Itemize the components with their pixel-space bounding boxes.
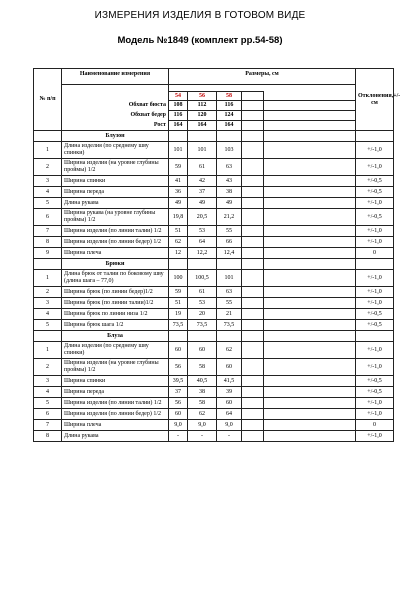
measurement-name: Ширина плеча — [62, 420, 169, 431]
bust-value: 116 — [217, 101, 242, 111]
size-value: 101 — [188, 142, 217, 159]
row-number: 6 — [34, 409, 62, 420]
tolerance-value: +/-1,0 — [356, 409, 394, 420]
measurement-name: Ширина изделия (по линии талии) 1/2 — [62, 398, 169, 409]
row-number: 4 — [34, 187, 62, 198]
size-label: 56 — [188, 92, 217, 101]
size-value: 9,0 — [188, 420, 217, 431]
row-number: 8 — [34, 237, 62, 248]
measurement-name: Ширина изделия (по линии бедер) 1/2 — [62, 237, 169, 248]
size-value: 73,5 — [217, 320, 242, 331]
tolerance-value: +/-1,0 — [356, 142, 394, 159]
size-value: 12,2 — [188, 248, 217, 259]
size-value: - — [217, 431, 242, 442]
tolerance-value: +/-0,5 — [356, 187, 394, 198]
table-row — [34, 270, 394, 287]
measurement-name: Длина рукава — [62, 198, 169, 209]
table-row — [34, 431, 394, 442]
document-title: ИЗМЕРЕНИЯ ИЗДЕЛИЯ В ГОТОВОМ ВИДЕ — [94, 10, 306, 21]
row-number: 7 — [34, 420, 62, 431]
table-row — [34, 198, 394, 209]
size-value: 58 — [188, 359, 217, 376]
size-label: 54 — [169, 92, 188, 101]
height-value: 164 — [188, 121, 217, 131]
size-value: 66 — [217, 237, 242, 248]
measurement-name: Ширина изделия (на уровне глубины проймы) 1/2 — [62, 159, 169, 176]
measurement-name: Ширина переда — [62, 187, 169, 198]
table-row — [34, 287, 394, 298]
hips-value: 116 — [169, 111, 188, 121]
hips-value: 124 — [217, 111, 242, 121]
size-value: 19,8 — [169, 209, 188, 226]
size-value: - — [169, 431, 188, 442]
size-value: 37 — [188, 187, 217, 198]
size-value: 41,5 — [217, 376, 242, 387]
model-title: Модель №1849 (комплект рр.54-58) — [117, 35, 283, 46]
bust-label: Обхват бюста — [128, 102, 166, 108]
tolerance-value: 0 — [356, 420, 394, 431]
tolerance-value: +/-0,5 — [356, 176, 394, 187]
size-value: 40,5 — [188, 376, 217, 387]
size-value: 103 — [217, 142, 242, 159]
size-value: 55 — [217, 298, 242, 309]
bust-value: 108 — [169, 101, 188, 111]
header-tolerance: Отклонения,+/- см — [356, 69, 394, 131]
table-row — [34, 409, 394, 420]
size-value: 51 — [169, 226, 188, 237]
tolerance-value: +/-1,0 — [356, 431, 394, 442]
size-value: 49 — [169, 198, 188, 209]
size-value: 49 — [188, 198, 217, 209]
size-value: 63 — [217, 159, 242, 176]
row-number: 2 — [34, 159, 62, 176]
size-value: 58 — [188, 398, 217, 409]
table-row — [34, 176, 394, 187]
size-value: 38 — [188, 387, 217, 398]
tolerance-value: +/-1,0 — [356, 359, 394, 376]
measurement-name: Ширина изделия (на уровне глубины проймы) 1/2 — [62, 359, 169, 376]
size-value: 9,0 — [217, 420, 242, 431]
tolerance-value: +/-1,0 — [356, 287, 394, 298]
measurement-name: Длина изделия (по среднему шву спинки) — [62, 142, 169, 159]
size-value: 73,5 — [169, 320, 188, 331]
row-number: 4 — [34, 309, 62, 320]
size-value: 20,5 — [188, 209, 217, 226]
measurement-name: Ширина брюк (по линии талии)1/2 — [62, 298, 169, 309]
row-number: 8 — [34, 431, 62, 442]
tolerance-value: +/-1,0 — [356, 398, 394, 409]
height-value: 164 — [169, 121, 188, 131]
tolerance-value: +/-1,0 — [356, 226, 394, 237]
tolerance-value: +/-1,0 — [356, 270, 394, 287]
row-number: 6 — [34, 209, 62, 226]
row-number: 3 — [34, 176, 62, 187]
size-value: 55 — [217, 226, 242, 237]
row-number: 2 — [34, 359, 62, 376]
row-number: 2 — [34, 287, 62, 298]
header-name: Наименование измерения — [62, 69, 169, 85]
size-value: 53 — [188, 226, 217, 237]
size-value: 9,0 — [169, 420, 188, 431]
tolerance-value: +/-1,0 — [356, 198, 394, 209]
section-title: Блуза — [62, 331, 169, 342]
measurement-name: Ширина брюк шага 1/2 — [62, 320, 169, 331]
row-number: 5 — [34, 320, 62, 331]
measurement-name: Ширина переда — [62, 387, 169, 398]
section-title: Брюки — [62, 259, 169, 270]
measurement-name: Ширина изделия (по линии талии) 1/2 — [62, 226, 169, 237]
size-value: 19 — [169, 309, 188, 320]
size-value: 60 — [188, 342, 217, 359]
size-value: 59 — [169, 159, 188, 176]
table-row — [34, 142, 394, 159]
size-value: 21,2 — [217, 209, 242, 226]
measurement-name: Ширина брюк (по линии бедер)1/2 — [62, 287, 169, 298]
table-row — [34, 320, 394, 331]
size-value: 61 — [188, 287, 217, 298]
size-value: 12,4 — [217, 248, 242, 259]
size-value: 60 — [169, 342, 188, 359]
measurement-name: Ширина рукава (на уровне глубины проймы) 1/2 — [62, 209, 169, 226]
size-value: 101 — [217, 270, 242, 287]
hips-value: 120 — [188, 111, 217, 121]
table-row — [34, 309, 394, 320]
tolerance-value: +/-0,5 — [356, 320, 394, 331]
table-row — [34, 376, 394, 387]
table-row — [34, 420, 394, 431]
table-row — [34, 226, 394, 237]
size-value: 63 — [217, 287, 242, 298]
size-value: 64 — [217, 409, 242, 420]
tolerance-value: +/-0,5 — [356, 376, 394, 387]
tolerance-value: +/-1,0 — [356, 237, 394, 248]
table-row — [34, 398, 394, 409]
tolerance-value: +/-1,0 — [356, 298, 394, 309]
measurement-name: Ширина брюк по линии низа 1/2 — [62, 309, 169, 320]
bust-value: 112 — [188, 101, 217, 111]
size-value: 41 — [169, 176, 188, 187]
size-value: 51 — [169, 298, 188, 309]
tolerance-value: 0 — [356, 248, 394, 259]
tolerance-value: +/-1,0 — [356, 159, 394, 176]
row-number: 5 — [34, 398, 62, 409]
measurement-name: Ширина спинки — [62, 376, 169, 387]
measurement-name: Длина изделия (по среднему шву спинки) — [62, 342, 169, 359]
size-label: 58 — [217, 92, 242, 101]
size-value: 101 — [169, 142, 188, 159]
table-row — [34, 359, 394, 376]
measurement-name: Длина брюк от талии по боковому шву (длина шага – 77,0) — [62, 270, 169, 287]
size-value: 64 — [188, 237, 217, 248]
size-value: 49 — [217, 198, 242, 209]
header-num: № п/п — [34, 69, 62, 131]
tolerance-value: +/-0,5 — [356, 387, 394, 398]
measurement-name: Ширина спинки — [62, 176, 169, 187]
row-number: 5 — [34, 198, 62, 209]
size-value: 38 — [217, 187, 242, 198]
row-number: 4 — [34, 387, 62, 398]
tolerance-value: +/-0,5 — [356, 309, 394, 320]
row-number: 3 — [34, 376, 62, 387]
size-value: 62 — [217, 342, 242, 359]
size-value: 39 — [217, 387, 242, 398]
size-value: 56 — [169, 359, 188, 376]
table-row — [34, 387, 394, 398]
row-number: 1 — [34, 270, 62, 287]
table-row — [34, 298, 394, 309]
size-value: 20 — [188, 309, 217, 320]
measurements-table — [33, 68, 400, 442]
table-row — [34, 187, 394, 198]
row-number: 1 — [34, 342, 62, 359]
measurement-name: Длина рукава — [62, 431, 169, 442]
size-value: 21 — [217, 309, 242, 320]
size-value: 62 — [188, 409, 217, 420]
size-value: 100 — [169, 270, 188, 287]
row-number: 1 — [34, 142, 62, 159]
table-row — [34, 237, 394, 248]
section-title: Блузон — [62, 131, 169, 142]
row-number: 9 — [34, 248, 62, 259]
height-value: 164 — [217, 121, 242, 131]
height-label: Рост — [153, 122, 166, 128]
size-value: 42 — [188, 176, 217, 187]
size-value: 73,5 — [188, 320, 217, 331]
measurement-name: Ширина плеча — [62, 248, 169, 259]
size-value: 12 — [169, 248, 188, 259]
size-value: 62 — [169, 237, 188, 248]
size-value: 61 — [188, 159, 217, 176]
size-value: 43 — [217, 176, 242, 187]
table-row — [34, 159, 394, 176]
size-value: 36 — [169, 187, 188, 198]
tolerance-value: +/-0,5 — [356, 209, 394, 226]
row-number: 3 — [34, 298, 62, 309]
size-value: 59 — [169, 287, 188, 298]
table-row — [34, 248, 394, 259]
size-value: 60 — [169, 409, 188, 420]
row-number: 7 — [34, 226, 62, 237]
size-value: 37 — [169, 387, 188, 398]
size-value: 39,5 — [169, 376, 188, 387]
table-row — [34, 209, 394, 226]
hips-label: Обхват бедер — [130, 112, 166, 118]
header-sizes: Размеры, см — [169, 69, 356, 85]
table-row — [34, 342, 394, 359]
size-value: 60 — [217, 359, 242, 376]
size-value: 56 — [169, 398, 188, 409]
size-value: 100,5 — [188, 270, 217, 287]
size-value: - — [188, 431, 217, 442]
size-value: 60 — [217, 398, 242, 409]
tolerance-value: +/-1,0 — [356, 342, 394, 359]
measurement-name: Ширина изделия (по линии бедер) 1/2 — [62, 409, 169, 420]
size-value: 53 — [188, 298, 217, 309]
